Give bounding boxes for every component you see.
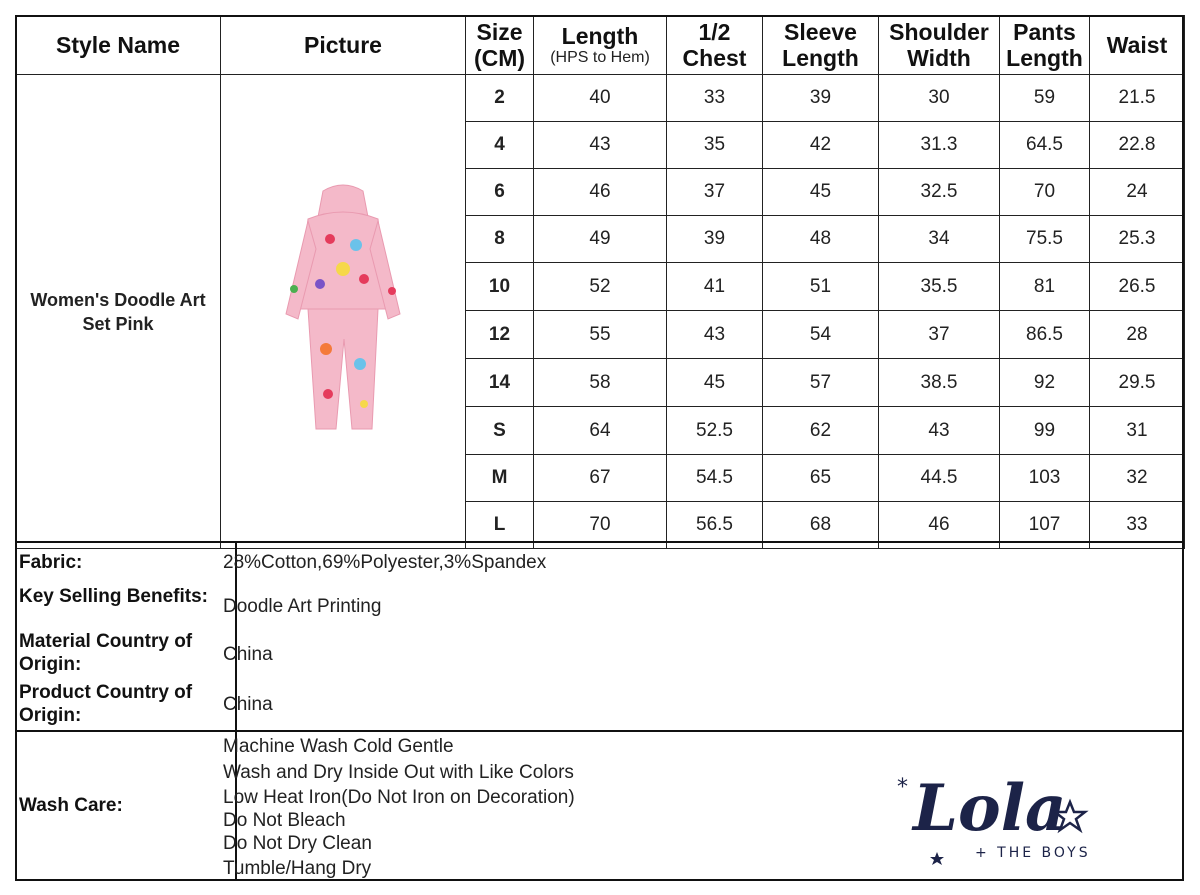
wash-care-label: Wash Care: — [19, 795, 123, 816]
size-cell: M — [466, 455, 534, 502]
pants-length-cell: 107 — [1000, 502, 1090, 549]
sleeve-length-cell: 45 — [763, 169, 879, 216]
shoulder-width-cell: 44.5 — [879, 455, 1000, 502]
shoulder-width-cell: 43 — [879, 407, 1000, 455]
waist-cell: 28 — [1090, 311, 1185, 359]
half-chest-cell: 54.5 — [667, 455, 763, 502]
key-selling-benefits-label: Key Selling Benefits: — [19, 586, 208, 607]
header-sleeve-length: Sleeve Length — [763, 16, 879, 75]
sleeve-length-cell: 51 — [763, 263, 879, 311]
sleeve-length-cell: 39 — [763, 75, 879, 122]
logo-small-star-icon — [930, 852, 944, 865]
length-cell: 70 — [534, 502, 667, 549]
header-length-sub: (HPS to Hem) — [550, 49, 650, 66]
wash-care-item: Wash and Dry Inside Out with Like Colors — [223, 762, 574, 783]
fabric-value: 28%Cotton,69%Polyester,3%Spandex — [223, 552, 547, 573]
sleeve-length-cell: 54 — [763, 311, 879, 359]
waist-cell: 29.5 — [1090, 359, 1185, 407]
half-chest-cell: 52.5 — [667, 407, 763, 455]
header-size: Size (CM) — [466, 16, 534, 75]
half-chest-cell: 45 — [667, 359, 763, 407]
length-cell: 67 — [534, 455, 667, 502]
size-cell: L — [466, 502, 534, 549]
header-length-label: Length — [561, 23, 639, 49]
waist-cell: 31 — [1090, 407, 1185, 455]
shoulder-width-cell: 37 — [879, 311, 1000, 359]
sleeve-length-cell: 42 — [763, 122, 879, 169]
size-cell: S — [466, 407, 534, 455]
wash-care-item: Tumble/Hang Dry — [223, 858, 372, 879]
wash-care-section — [15, 730, 1184, 881]
half-chest-cell: 35 — [667, 122, 763, 169]
half-chest-cell: 41 — [667, 263, 763, 311]
product-info-section — [15, 541, 1184, 731]
length-cell: 58 — [534, 359, 667, 407]
header-style-name: Style Name — [16, 16, 221, 75]
material-country-value: China — [223, 644, 273, 665]
pants-length-cell: 103 — [1000, 455, 1090, 502]
size-cell: 14 — [466, 359, 534, 407]
style-name-cell: Women's Doodle Art Set Pink — [16, 75, 221, 549]
key-selling-benefits-value: Doodle Art Printing — [223, 596, 382, 617]
wash-care-item: Do Not Dry Clean — [223, 833, 372, 854]
sleeve-length-cell: 68 — [763, 502, 879, 549]
size-cell: 2 — [466, 75, 534, 122]
half-chest-cell: 33 — [667, 75, 763, 122]
size-cell: 4 — [466, 122, 534, 169]
wash-care-item: Do Not Bleach — [223, 810, 346, 831]
pants-length-cell: 92 — [1000, 359, 1090, 407]
wash-care-item: Low Heat Iron(Do Not Iron on Decoration) — [223, 787, 575, 808]
waist-cell: 32 — [1090, 455, 1185, 502]
size-cell: 6 — [466, 169, 534, 216]
sleeve-length-cell: 62 — [763, 407, 879, 455]
waist-cell: 22.8 — [1090, 122, 1185, 169]
length-cell: 49 — [534, 216, 667, 263]
waist-cell: 33 — [1090, 502, 1185, 549]
pants-length-cell: 81 — [1000, 263, 1090, 311]
pants-length-cell: 75.5 — [1000, 216, 1090, 263]
product-country-value: China — [223, 694, 273, 715]
waist-cell: 24 — [1090, 169, 1185, 216]
pants-length-cell: 70 — [1000, 169, 1090, 216]
shoulder-width-cell: 34 — [879, 216, 1000, 263]
logo-asterisk: * — [897, 775, 908, 800]
length-cell: 55 — [534, 311, 667, 359]
product-country-label: Product Country of Origin: — [19, 682, 193, 726]
pants-length-cell: 99 — [1000, 407, 1090, 455]
header-half-chest: 1/2 Chest — [667, 16, 763, 75]
sleeve-length-cell: 57 — [763, 359, 879, 407]
shoulder-width-cell: 31.3 — [879, 122, 1000, 169]
length-cell: 40 — [534, 75, 667, 122]
length-cell: 52 — [534, 263, 667, 311]
waist-cell: 25.3 — [1090, 216, 1185, 263]
pants-length-cell: 64.5 — [1000, 122, 1090, 169]
logo-wordmark: Lola — [913, 771, 1067, 846]
header-picture: Picture — [221, 16, 466, 75]
pants-length-cell: 86.5 — [1000, 311, 1090, 359]
shoulder-width-cell: 35.5 — [879, 263, 1000, 311]
half-chest-cell: 37 — [667, 169, 763, 216]
size-cell: 8 — [466, 216, 534, 263]
header-waist: Waist — [1090, 16, 1185, 75]
size-cell: 12 — [466, 311, 534, 359]
wash-care-item: Machine Wash Cold Gentle — [223, 736, 454, 757]
logo-tagline: + THE BOYS — [975, 845, 1091, 861]
half-chest-cell: 43 — [667, 311, 763, 359]
fabric-label: Fabric: — [19, 552, 83, 573]
pants-length-cell: 59 — [1000, 75, 1090, 122]
length-cell: 64 — [534, 407, 667, 455]
waist-cell: 26.5 — [1090, 263, 1185, 311]
lola-and-the-boys-logo — [885, 752, 1095, 867]
material-country-label: Material Country of Origin: — [19, 631, 193, 675]
shoulder-width-cell: 38.5 — [879, 359, 1000, 407]
shoulder-width-cell: 30 — [879, 75, 1000, 122]
header-shoulder-width: Shoulder Width — [879, 16, 1000, 75]
length-cell: 46 — [534, 169, 667, 216]
half-chest-cell: 39 — [667, 216, 763, 263]
half-chest-cell: 56.5 — [667, 502, 763, 549]
waist-cell: 21.5 — [1090, 75, 1185, 122]
shoulder-width-cell: 32.5 — [879, 169, 1000, 216]
header-pants-length: Pants Length — [1000, 16, 1090, 75]
wash-care-list — [223, 734, 575, 882]
length-cell: 43 — [534, 122, 667, 169]
sleeve-length-cell: 48 — [763, 216, 879, 263]
size-cell: 10 — [466, 263, 534, 311]
sleeve-length-cell: 65 — [763, 455, 879, 502]
shoulder-width-cell: 46 — [879, 502, 1000, 549]
